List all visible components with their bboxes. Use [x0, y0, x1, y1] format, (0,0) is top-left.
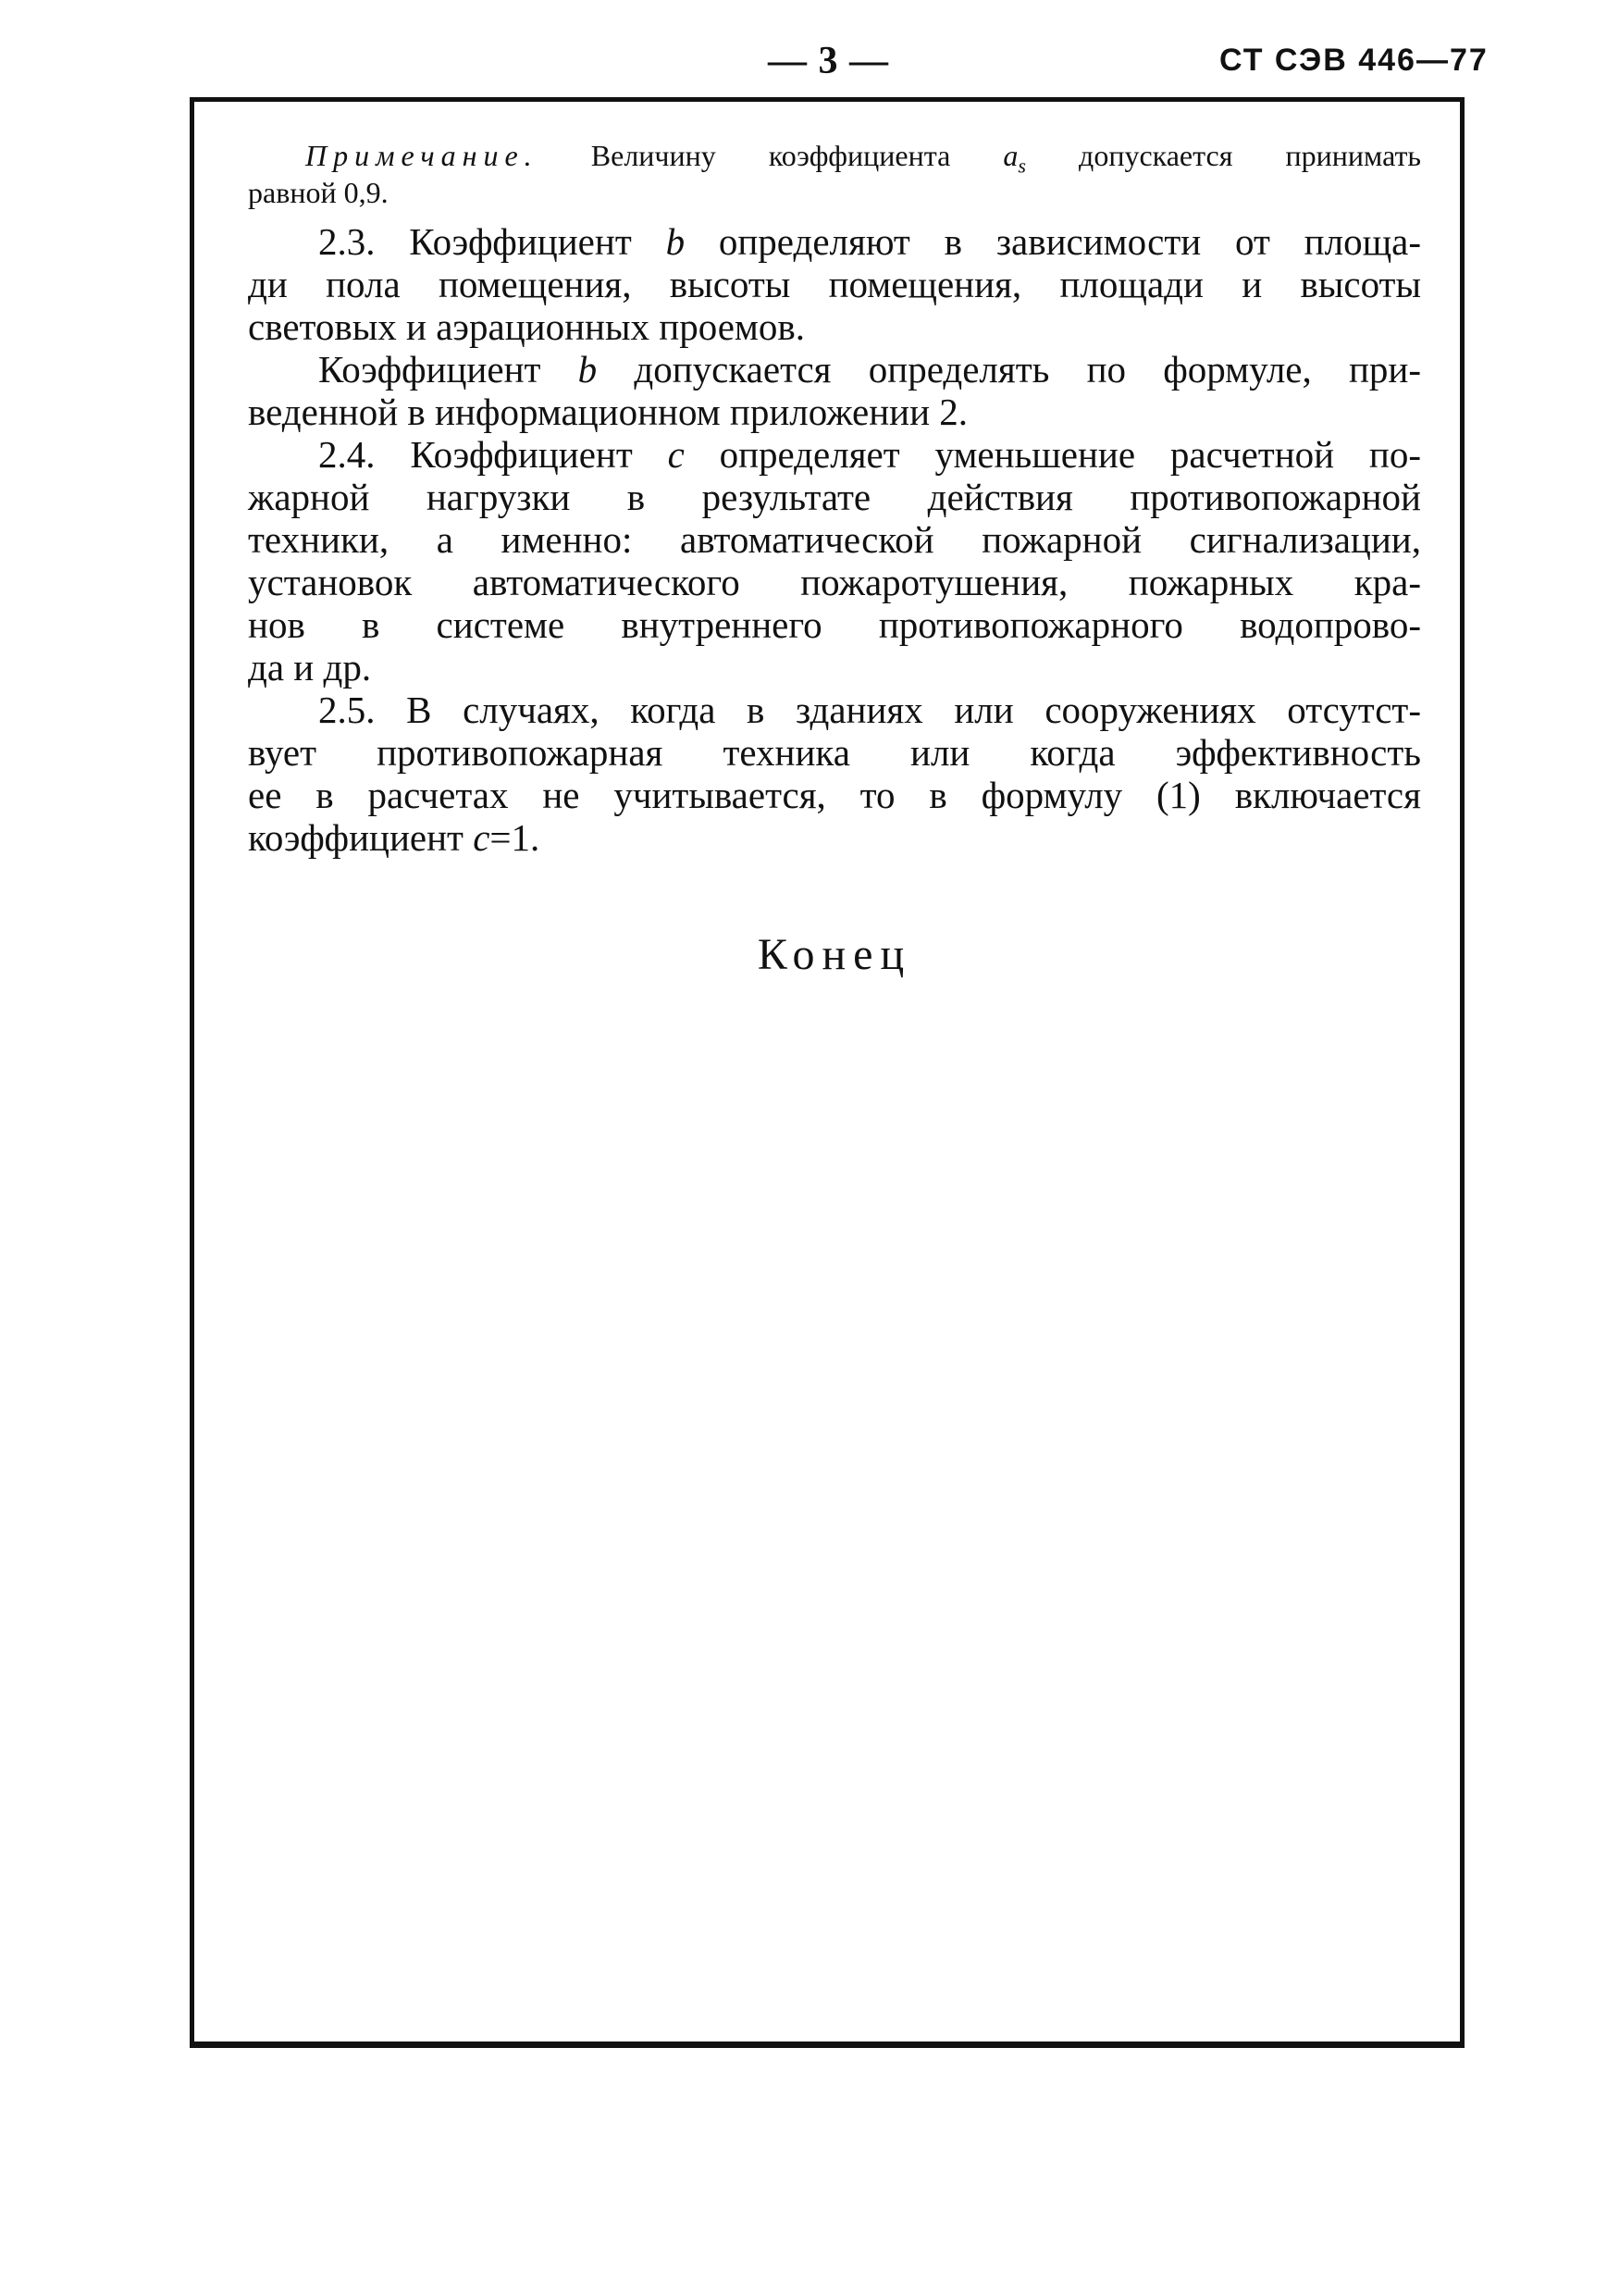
note-text: Величину коэффициента: [590, 139, 1004, 172]
section-2-3-formula-line-1: [318, 348, 1421, 391]
note-line-1: [305, 137, 1421, 184]
section-2-4-line-5: нов в системе внутреннего противопожарного водопрово-: [248, 603, 1421, 646]
section-2-5-line-4: [248, 816, 539, 859]
section-2-4-line-2: жарной нагрузки в результате действия противопожарной: [248, 476, 1421, 518]
page-number: — 3 —: [768, 40, 889, 82]
coefficient-b-symbol: b: [665, 220, 686, 263]
section-2-3-line-3: световых и аэрационных проемов.: [248, 305, 805, 348]
section-2-5-line-2: вует противопожарная техника или когда эффективность: [248, 731, 1421, 774]
section-2-3-line-2: ди пола помещения, высоты помещения, площади и высоты: [248, 263, 1421, 305]
document-code: СТ СЭВ 446—77: [1219, 43, 1489, 78]
note-label: Примечание.: [305, 139, 538, 172]
section-2-5-text: коэффициент: [248, 816, 474, 859]
note-text-tail: допускается принимать: [1025, 139, 1422, 172]
section-2-5-line-3: ее в расчетах не учитывается, то в формулу (1) включается: [248, 774, 1421, 816]
formula-text: Коэффициент: [318, 348, 578, 391]
section-2-4-line-4: установок автоматического пожаротушения, пожарных кра-: [248, 561, 1421, 603]
section-2-5-line-1: 2.5. В случаях, когда в зданиях или сооружениях отсутст-: [318, 689, 1421, 731]
end-marker: Конец: [757, 930, 912, 979]
section-2-3-text-tail: определяют в зависимости от площа-: [685, 220, 1421, 263]
section-2-4-line-6: да и др.: [248, 646, 372, 689]
section-2-4-text: 2.4. Коэффициент: [318, 433, 668, 476]
section-2-5-value: =1.: [489, 816, 540, 859]
note-symbol: a: [1003, 139, 1019, 172]
section-2-3-line-1: [318, 220, 1421, 263]
section-2-4-line-1: [318, 433, 1421, 476]
section-2-4-text-tail: определяет уменьшение расчетной по-: [684, 433, 1421, 476]
section-2-3-text: 2.3. Коэффициент: [318, 220, 666, 263]
section-2-3-formula-line-2: веденной в информационном приложении 2.: [248, 391, 969, 433]
coefficient-b-symbol-2: b: [577, 348, 598, 391]
note-line-2: равной 0,9.: [248, 176, 389, 209]
coefficient-c-symbol-2: c: [473, 816, 490, 859]
coefficient-c-symbol: c: [667, 433, 685, 476]
section-2-4-line-3: техники, а именно: автоматической пожарной сигнализации,: [248, 518, 1421, 561]
formula-text-tail: допускается определять по формуле, при-: [597, 348, 1421, 391]
note-subscript: s: [1018, 154, 1026, 178]
